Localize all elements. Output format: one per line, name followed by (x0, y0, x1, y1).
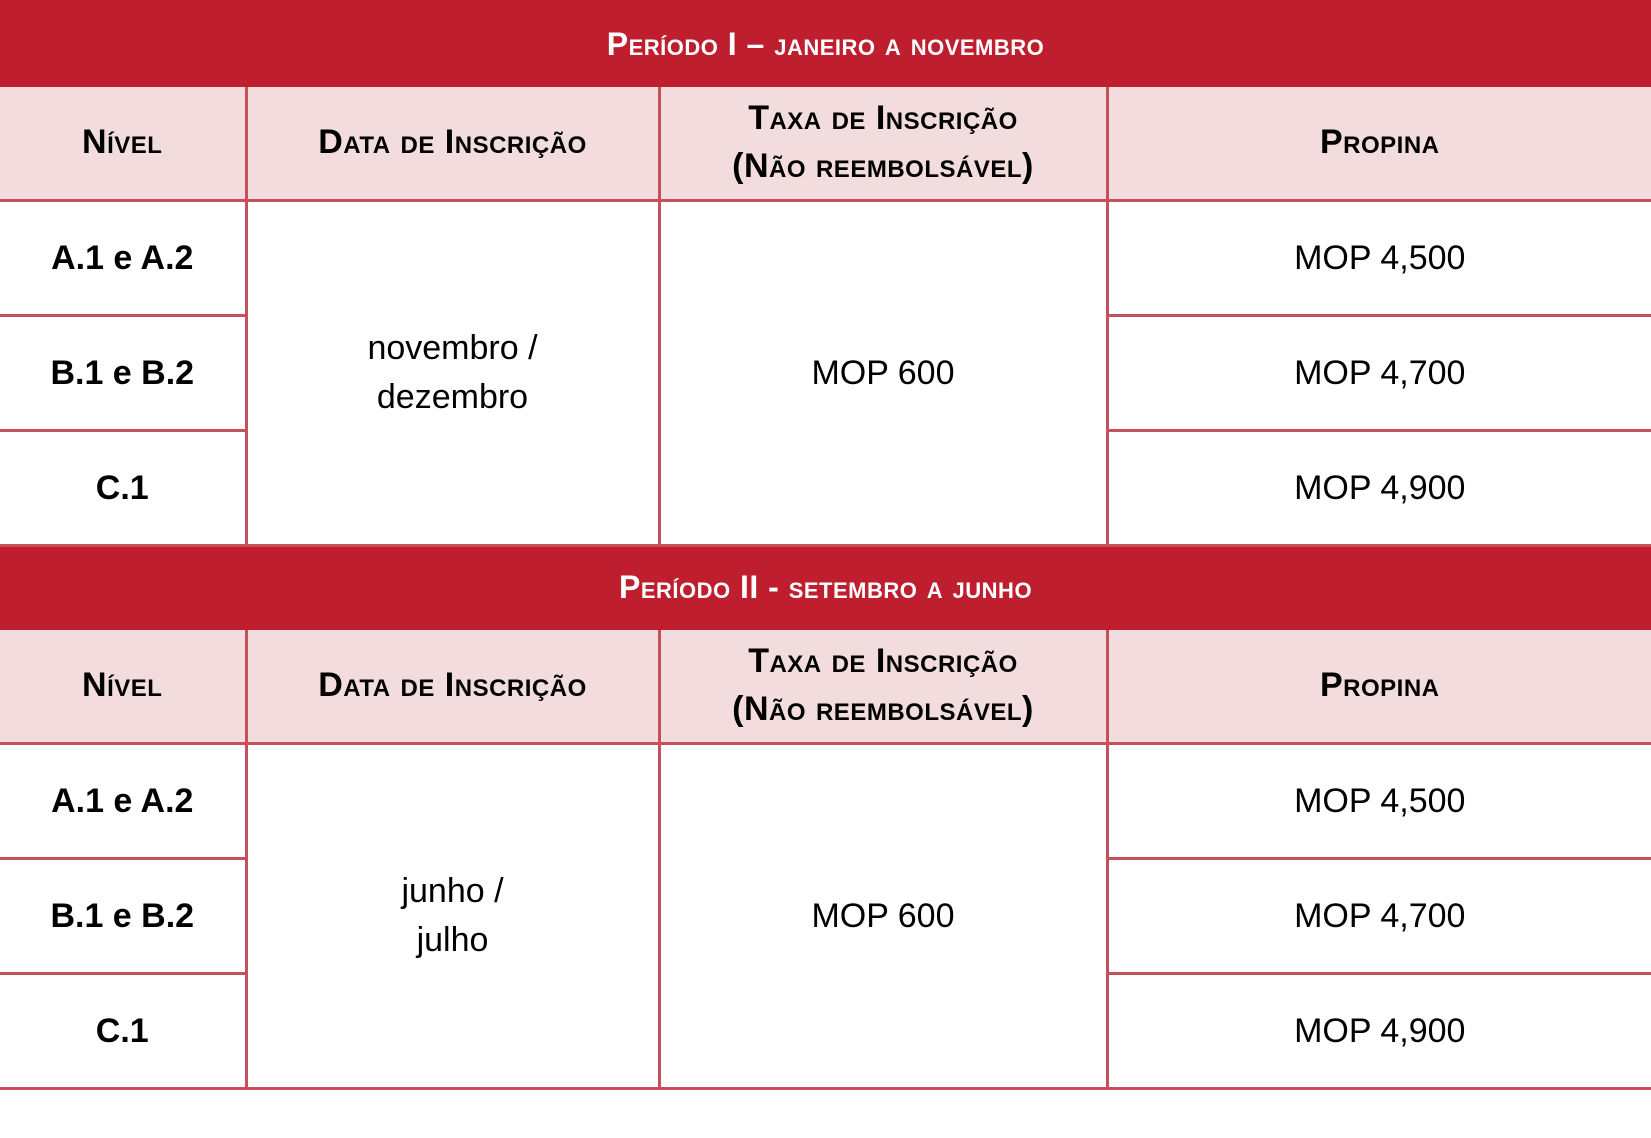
propina-cell: MOP 4,900 (1107, 974, 1651, 1089)
nivel-cell: C.1 (0, 431, 246, 546)
period-2-title: Período II - setembro a junho (0, 546, 1651, 629)
table-row (0, 201, 1651, 316)
period-2-column-header-row (0, 629, 1651, 744)
header-propina: Propina (1107, 629, 1651, 744)
header-taxa-inscricao (659, 629, 1107, 744)
header-nivel: Nível (0, 86, 246, 201)
period-1-title: Período I – janeiro a novembro (0, 2, 1651, 86)
nivel-cell: A.1 e A.2 (0, 201, 246, 316)
header-taxa-line1: Taxa de Inscrição (748, 99, 1018, 138)
nivel-cell: C.1 (0, 974, 246, 1089)
propina-cell: MOP 4,700 (1107, 859, 1651, 974)
table-row (0, 744, 1651, 859)
header-taxa-line1: Taxa de Inscrição (748, 642, 1018, 681)
header-propina: Propina (1107, 86, 1651, 201)
data-inscricao-line2: julho (416, 921, 489, 959)
taxa-cell: MOP 600 (659, 744, 1107, 1089)
header-taxa-line2: (Não reembolsável) (732, 147, 1034, 185)
period-1-header-row (0, 2, 1651, 86)
propina-cell: MOP 4,500 (1107, 201, 1651, 316)
data-inscricao-cell (246, 201, 659, 546)
header-taxa-inscricao (659, 86, 1107, 201)
taxa-cell: MOP 600 (659, 201, 1107, 546)
header-taxa-line2: (Não reembolsável) (732, 690, 1034, 728)
propina-cell: MOP 4,700 (1107, 316, 1651, 431)
propina-cell: MOP 4,900 (1107, 431, 1651, 546)
nivel-cell: B.1 e B.2 (0, 859, 246, 974)
data-inscricao-cell (246, 744, 659, 1089)
nivel-cell: A.1 e A.2 (0, 744, 246, 859)
header-nivel: Nível (0, 629, 246, 744)
header-data-inscricao: Data de Inscrição (246, 629, 659, 744)
data-inscricao-line1: junho / (401, 871, 504, 910)
period-1-column-header-row (0, 86, 1651, 201)
header-data-inscricao: Data de Inscrição (246, 86, 659, 201)
nivel-cell: B.1 e B.2 (0, 316, 246, 431)
data-inscricao-line2: dezembro (376, 378, 529, 416)
data-inscricao-line1: novembro / (367, 328, 538, 367)
propina-cell: MOP 4,500 (1107, 744, 1651, 859)
period-2-header-row (0, 546, 1651, 629)
